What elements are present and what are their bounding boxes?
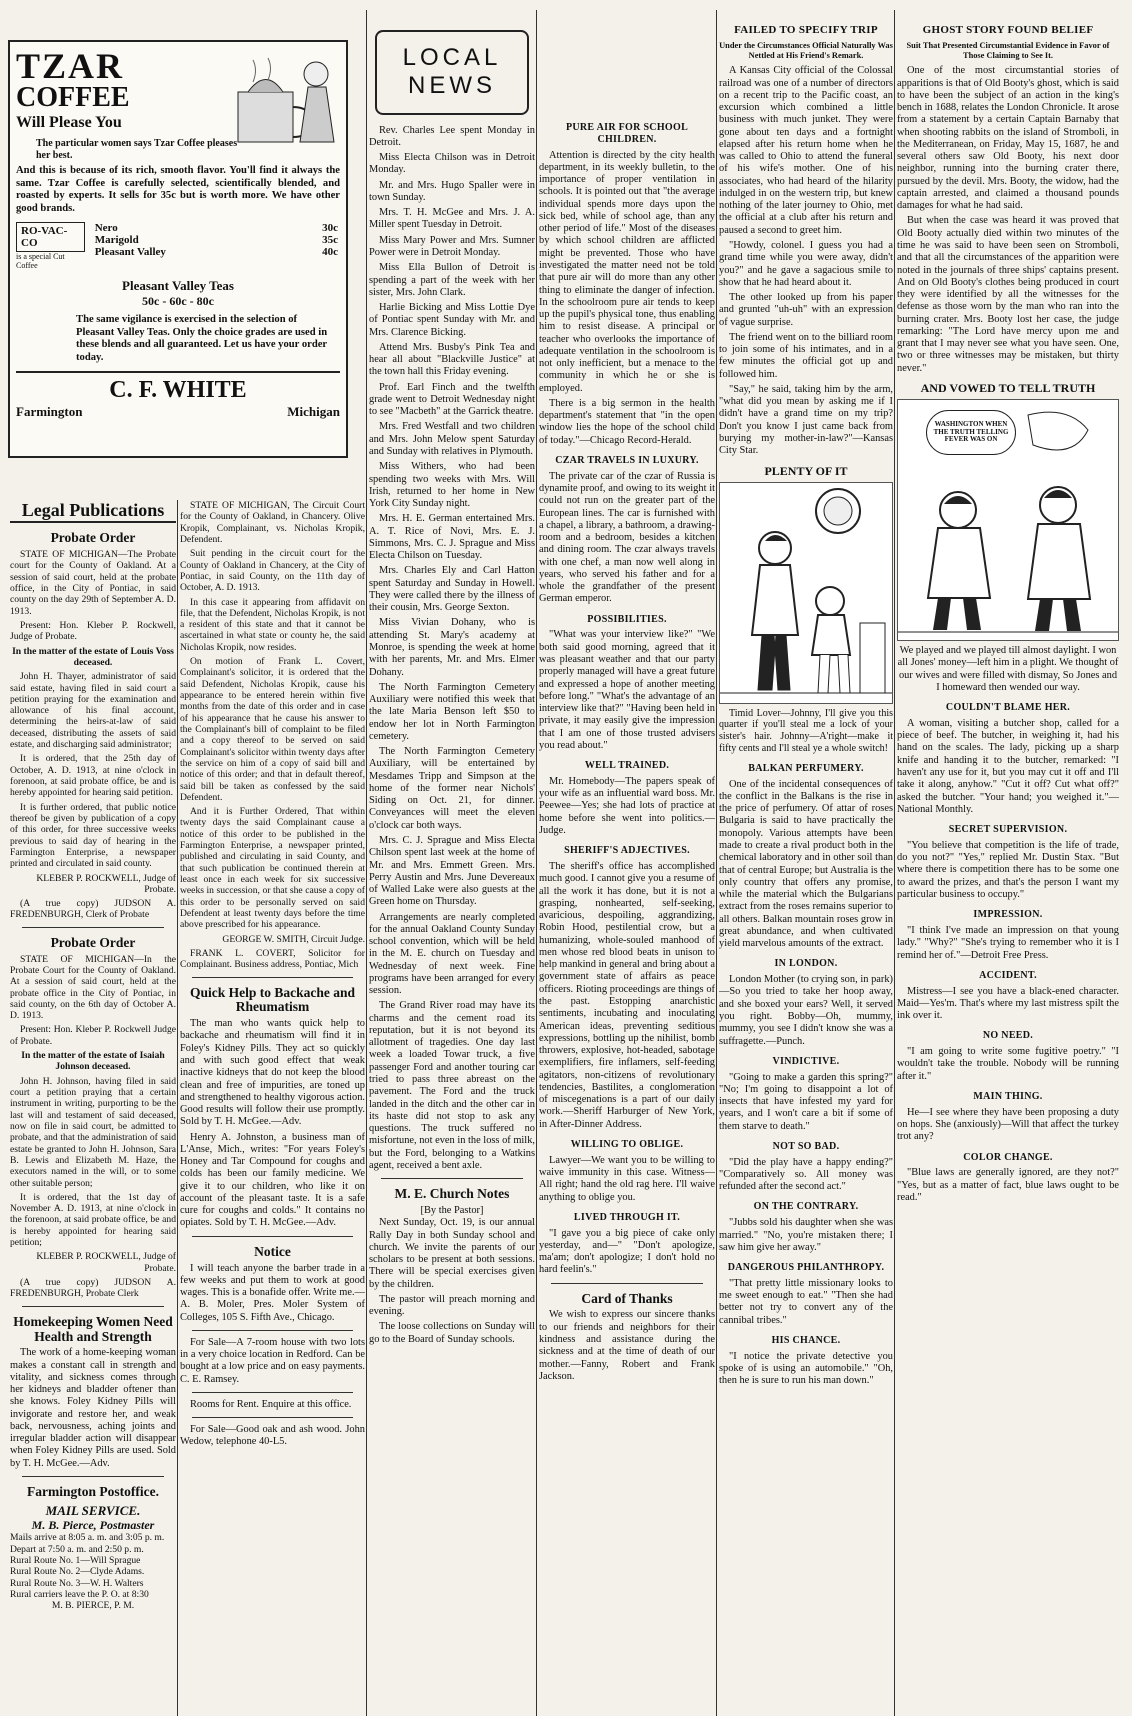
- joke-heading: POSSIBILITIES.: [587, 613, 667, 625]
- chancery-paragraph: And it is Further Ordered, That within twenty days the said Complainant cause a notice of this order to be published in the Farmington Enterprise, a newspaper printed, published and circulating in said County, and that such publication be continued therein at least once in each week for six successive weeks in succession, or that she cause a copy of this order to be personally served on said Defendent at least twenty days before the time above prescribed for his appearance.: [180, 806, 365, 931]
- chancery-paragraph: In this case it appearing from affidavit on file, that the Defendent, Nicholas Kropik, is not a resident of this state and that it cannot be ascertained in what state or county he, the said Nicholas Kropik, now resides.: [180, 596, 365, 653]
- chancery-solicitor: FRANK L. COVERT, Solicitor for Complainant. Business address, Pontiac, Mich: [180, 947, 365, 971]
- joke-heading: WILLING TO OBLIGE.: [570, 1138, 684, 1150]
- local-news-item: Arrangements are nearly completed for the annual Oakland County Sunday school convention, which will be held in the M. E. church on Tuesday and Wednesday of next week. Fine programs have been arranged for every session.: [369, 911, 535, 997]
- failed-trip-paragraph: The friend went on to the billiard room to join some of his intimates, and in a few minutes the official got up and followed him.: [719, 331, 893, 380]
- local-news-item: The Grand River road may have its charms and the cement road its reputation, but it is not beyond its allotment of tragedies. One day last week a loaded Towar truck, a five passenger Ford and another touring car tried to pass three abreast on the pavement. The Ford and the truck landed in the ditch and the other car in its haste did not stop to ask any questions. The truck suffered no misfortune, not even in the loss of milk, but the Ford, belonging to a Watkins agent, received a bent axle.: [369, 1000, 535, 1171]
- joke-body: "I notice the private detective you spoke of is using an automobile." "Oh, then he is sure to run his man down.": [719, 1350, 893, 1387]
- local-news-item: Prof. Earl Finch and the twelfth grade went to Detroit Wednesday night to see "Macbeth" at the Garrick theatre.: [369, 381, 535, 418]
- church-byline: [By the Pastor]: [420, 1204, 484, 1216]
- local-news-item: Mrs. T. H. McGee and Mrs. J. A. Miller spent Tuesday in Detroit.: [369, 207, 535, 231]
- local-news-item: Rev. Charles Lee spent Monday in Detroit.: [369, 124, 535, 148]
- joke-heading: COLOR CHANGE.: [963, 1151, 1053, 1163]
- local-news-column: [369, 22, 535, 1712]
- joke-heading: ON THE CONTRARY.: [753, 1201, 859, 1213]
- vowed-cartoon-illustration: [897, 399, 1119, 641]
- probate-order-heading: Probate Order: [50, 934, 136, 950]
- local-news-item: The North Farmington Cemetery Auxiliary were notified this week that the late Maria Benson left $50 to endow her lot in North Farmington cemetery.: [369, 681, 535, 742]
- rovaco-box: RO-VAC-CO: [16, 222, 85, 252]
- failed-trip-paragraph: A Kansas City official of the Colossal railroad was one of a number of directors on a recent trip to the Pacific coast, an excursion which combined a little business with much junket. They were gone about ten days and a fortnight elapsed after his return home when he was called to Ohio to attend the funeral of his wife's mother. One of his associates, who had heard of the hilarity indulged in on the western trip, but knew nothing of the later journey to Ohio, met the official at a club after his return and paused a second to greet him.: [719, 65, 893, 236]
- local-news-item: Mrs. C. J. Sprague and Miss Electa Chilson spent last week at the home of Mr. and Mrs. Emmett Green. Mrs. Perry Austin and Mrs. June Devereaux of Walled Lake were also guests at the Green home on Thursday.: [369, 834, 535, 908]
- probate-paragraph: STATE OF MICHIGAN—The Probate court for the County of Oakland. At a session of said court, held at the probate office, in the City of Pontiac, in said county on the day 29th of September A. D. 1913.: [10, 549, 176, 617]
- backache-paragraph: Henry A. Johnston, a business man of L'Anse, Mich., writes: "For years Foley's Honey and Tar Compound for coughs and colds has been our family medicine. We give it to our children, who like it on account of the pleasant taste. It is a safe cure for coughs and colds." It contains no opiates. Sold by T. H. McGee.—Adv.: [180, 1131, 365, 1229]
- column-rule: [177, 500, 178, 1716]
- merchant-name: C. F. WHITE: [16, 371, 340, 404]
- church-paragraph: The loose collections on Sunday will go to the Board of Sunday schools.: [369, 1321, 535, 1345]
- ghost-story-paragraph: One of the most circumstantial stories of apparitions is that of Old Booty's ghost, which is said to have been the subject of an action in the king's bench in 1688, relates the London Chronicle. It arose from a statement by a certain Captain Barnaby that when shooting rabbits on the island of Stromboli, in the Mediterranean, on Friday, May 15, 1687, he and several others saw Old Booty, his next door neighbor, running into the burning crater there, pursued by the devil. Mrs. Booty, the widow, had the captain arrested, and claimed a thousand pounds damages for what he had said.: [897, 65, 1119, 212]
- failed-trip-paragraph: "Say," he said, taking him by the arm, "what did you mean by asking me if I didn't have a grand time on my trip? Don't you know I just came back from burying my mother-in-law?"—Kansas City Star.: [719, 383, 893, 457]
- local-news-item: Miss Withers, who had been spending two weeks with Mrs. Will Irish, returned to her home in New York City Sunday night.: [369, 461, 535, 510]
- column-rule: [894, 10, 895, 1716]
- joke-body: "You believe that competition is the life of trade, do you not?" "Yes," replied Mr. Dustin Stax. "But where there is competition there has to be some one to award the prizes, and that's the person I want my particular business to occupy.": [897, 839, 1119, 900]
- legal-publications-column: [10, 500, 176, 1710]
- failed-trip-paragraph: "Howdy, colonel. I guess you had a grand time while you were away, didn't you?" and he gave a sagacious smile to show that he had heard about it.: [719, 240, 893, 288]
- coffee-price-list: [93, 222, 340, 258]
- joke-body: "Blue laws are generally ignored, are they not?" "Yes, but as a matter of fact, blue laws ought to be read.": [897, 1167, 1119, 1203]
- local-news-item: Miss Electa Chilson was in Detroit Monday.: [369, 152, 535, 176]
- ad-brand-line2: COFFEE: [16, 82, 130, 113]
- joke-body: He—I see where they have been proposing a duty on hops. She (anxiously)—Will that affect the turkey trot any?: [897, 1106, 1119, 1143]
- plenty-cartoon-illustration: [719, 482, 893, 704]
- probate-paragraph: In the matter of the estate of Louis Voss deceased.: [12, 645, 174, 668]
- mail-line: Rural Route No. 1—Will Sprague: [10, 1554, 141, 1566]
- local-news-item: Miss Mary Power and Mrs. Sumner Power were in Detroit Monday.: [369, 234, 535, 259]
- ad-body: And this is because of its rich, smooth flavor. You'll find it always the same. Tzar Coffee is carefully selected, scientifically blended, and roasted by experts. It sells for 35c but is worth more. We have other good brands.: [16, 165, 340, 215]
- mail-line: Rural Route No. 2—Clyde Adams.: [10, 1566, 145, 1578]
- local-news-item: Mrs. H. E. German entertained Mrs. A. T. Rice of Novi, Mrs. E. J. Simmons, Mrs. C. J. Sprague and Miss Electa Chilson on Tuesday.: [369, 513, 535, 562]
- joke-heading: MAIN THING.: [973, 1090, 1043, 1102]
- rovaco-note: is a special Cut Coffee: [16, 251, 65, 270]
- probate-clerk: (A true copy) JUDSON A. FREDENBURGH, Clerk of Probate: [10, 898, 176, 921]
- ghost-story-paragraph: But when the case was heard it was proved that Old Booty actually died within two minutes of the time he was said to have been seen on Stromboli, and that all the circumstances of the apparition were noted in the journals of three ships' captains present. And on Old Booty's clothes being produced in court they were identified by all the witnesses for the defense as those worn by the man who ran into the burning crater. Mrs. Booty lost her case, the judge remarking: "The Lord have mercy upon me and grant that I may never see what you have seen. One, two or three witnesses may be mistaken, but thirty never.": [897, 215, 1119, 374]
- ad-tagline: Will Please You: [16, 114, 122, 131]
- church-paragraph: Next Sunday, Oct. 19, is our annual Rally Day in both Sunday school and church. We invite the parents of our scholars to be present at both sessions. There will be special exercises given by the children.: [369, 1217, 535, 1290]
- joke-body: "That pretty little missionary looks to me sweet enough to eat." "Then she had better not try to convert any of the cannibal tribes.": [719, 1277, 893, 1326]
- joke-heading: IN LONDON.: [774, 958, 838, 970]
- homekeeping-body: The work of a home-keeping woman makes a constant call in strength and vitality, and sickness comes through her kidneys and bladder oftener than she knows. Foley Kidney Pills will invigorate and restore her, and weak back, nervousness, aching joints and irregular bladder action will disappear when Foley Kidney Pills are used. Sold by T. H. McGee.—Adv.: [10, 1347, 176, 1469]
- probate-order-heading: Probate Order: [50, 530, 136, 546]
- local-news-item: Harlie Bicking and Miss Lottie Dye of Pontiac spent Sunday with Mr. and Mrs. Clarence Bicking.: [369, 302, 535, 338]
- teas-body: The same vigilance is exercised in the selection of Pleasant Valley Teas. Only the choice grades are used in these blends and all guaranteed. Let us have your order today.: [76, 313, 328, 363]
- probate-paragraph: It is ordered, that the 25th day of October, A. D. 1913, at nine o'clock in forenoon, at said probate office, be and is hereby appointed for hearing said petition.: [10, 753, 176, 799]
- coffee-advertisement: [8, 40, 348, 458]
- church-notes-heading: M. E. Church Notes: [394, 1186, 510, 1202]
- joke-heading: LIVED THROUGH IT.: [573, 1211, 681, 1223]
- joke-heading: ACCIDENT.: [979, 969, 1037, 981]
- failed-trip-subhead: Under the Circumstances Official Naturally Was Nettled at His Friend's Remark.: [719, 40, 893, 60]
- probate-paragraph: It is further ordered, that public notice thereof be given by publication of a copy of this order, for three successive weeks previous to said day of hearing in the Farmington Enterprise, a newspaper printed and circulated in said county.: [10, 801, 176, 870]
- legal-title: Legal Publications: [10, 500, 176, 523]
- balkan-heading: BALKAN PERFUMERY.: [748, 762, 864, 774]
- pure-air-heading: PURE AIR FOR SCHOOL CHILDREN.: [565, 122, 689, 145]
- probate-paragraph: In the matter of the estate of Isaiah Johnson deceased.: [21, 1050, 165, 1073]
- probate-paragraph: John H. Johnson, having filed in said court a petition praying that a certain instrument in writing, purporting to be the last will and testament of said deceased, now on file in said court, be admitted to probate, and that the administration of said estate be granted to John H. Johnson, Sara B. Lewis and Elizabeth M. Haze, the executors named in the will, or to some other suitable person;: [10, 1075, 176, 1189]
- mail-line: Depart at 7:50 a. m. and 2:50 p. m.: [10, 1543, 144, 1555]
- teas-title: Pleasant Valley Teas: [122, 277, 234, 293]
- local-news-banner: LOCAL NEWS: [375, 30, 529, 115]
- vowed-cartoon-title: AND VOWED TO TELL TRUTH: [920, 380, 1096, 395]
- local-news-item: The North Farmington Cemetery Auxiliary, will be entertained by Mesdames Tripp and Simpson at the home of the former near Nichols' Siding on Oct. 21, for dinner. Conveyances will meet the eleven o'clock car both ways.: [369, 746, 535, 831]
- chancery-paragraph: STATE OF MICHIGAN, The Circuit Court for the County of Oakland, in Chancery. Olive Kropik, Complainant, vs. Nicholas Kropik, Defendent.: [180, 500, 365, 545]
- probate-signature: KLEBER P. ROCKWELL, Judge of Probate.: [36, 872, 176, 895]
- joke-heading: HIS CHANCE.: [771, 1334, 841, 1346]
- postoffice-heading: Farmington Postoffice.: [27, 1484, 159, 1500]
- probate-paragraph: Present: Hon. Kleber P. Rockwell Judge of Probate.: [10, 1024, 176, 1047]
- mail-line: Rural Route No. 3—W. H. Walters: [10, 1577, 144, 1589]
- plenty-cartoon-caption: Timid Lover—Johnny, I'll give you this quarter if you'll steal me a lock of your sister's hair. Johnny—A'right—make it fifty cents and I'll steal ye a whole switch!: [719, 707, 893, 755]
- chancery-paragraph: On motion of Frank L. Covert, Complainant's solicitor, it is ordered that the said Defendent, Nicholas Kropik, cause his appearance to be entered herein within five months from the date of this order and in case of his appearance that he cause his answer to the Complainant's bill of complaint to be filed and a copy thereof to be served on said Complainant's solicitor within twenty days after the service on him of a copy of said bill and notice of this order; and that in default thereof, said bill be taken as confessed by the said Defendent.: [180, 656, 365, 803]
- joke-heading: WELL TRAINED.: [584, 760, 670, 772]
- failed-trip-paragraph: The other looked up from his paper and grunted "uh-uh" with an expression of vague surprise.: [719, 292, 893, 328]
- card-of-thanks-body: We wish to express our sincere thanks to our friends and neighbors for their kindness and assistance during the sickness and at the time of death of our mother.—Fanny, Robert and Frank Jackson.: [539, 1309, 715, 1382]
- pure-air-paragraph: There is a big sermon in the health department's statement that "in the open window lies the hope of the school child of today."—Chicago Record-Herald.: [539, 397, 715, 446]
- ghost-story-subhead: Suit That Presented Circumstantial Evidence in Favor of Those Claiming to See It.: [906, 40, 1110, 60]
- column-rule: [716, 10, 717, 1716]
- joke-body: Lawyer—We want you to be willing to waive immunity in this case. Witness—All right; hand the old rag here. I'll waive anything to oblige you.: [539, 1154, 715, 1203]
- church-paragraph: The pastor will preach morning and evening.: [369, 1293, 535, 1318]
- backache-heading: Quick Help to Backache and Rheumatism: [189, 984, 356, 1015]
- postmaster-name: M. B. Pierce, Postmaster: [31, 1518, 155, 1533]
- joke-heading: NO NEED.: [982, 1030, 1034, 1042]
- probate-signature: KLEBER P. ROCKWELL, Judge of Probate.: [36, 1251, 176, 1274]
- joke-heading: COULDN'T BLAME HER.: [945, 702, 1071, 714]
- vowed-cartoon-sign: WASHINGTON WHEN THE TRUTH TELLING FEVER WAS ON: [926, 410, 1016, 455]
- joke-body: London Mother (to crying son, in park)—So you tried to take her hoop away, and she boxed your ears? Well, it served you right. Bobby—Oh, mummy, mummy, you see I didn't know she was a suffragette.—Punch.: [719, 974, 893, 1047]
- czar-body: The private car of the czar of Russia is dynamite proof, and owing to its weight it could not run on the greater part of the European lines. The car is furnished with a chapel, a library, a bathroom, a drawing-room and a bedroom, besides a kitchen and dining room. The czar always travels with one chef, a man now well along in years, who served his father and for a whole the grandfather of the present German emperor.: [539, 470, 715, 605]
- classified-ad: For Sale—A 7-room house with two lots in a very choice location in Redford. Can be bought at a low price and on easy payments. C. E. Ramsey.: [180, 1336, 365, 1385]
- probate-paragraph: John H. Thayer, administrator of said said estate, having filed in said court a petition praying for the examination and allowance of his final account, determining the heirs-at-law of said deceased, distributing the assets of said estate, and discharging said administrator;: [10, 671, 176, 751]
- column-rule: [536, 10, 537, 1716]
- probate-clerk: (A true copy) JUDSON A. FREDENBURGH, Probate Clerk: [10, 1277, 176, 1300]
- chancery-judge: GEORGE W. SMITH, Circuit Judge.: [222, 933, 365, 945]
- homekeeping-heading: Homekeeping Women Need Health and Strength: [13, 1313, 173, 1344]
- chancery-paragraph: Suit pending in the circuit court for the County of Oakland in Chancery, at the City of Pontiac, in said County, on the 11th day of October, A. D. 1913.: [180, 548, 365, 594]
- ad-lead: The particular women says Tzar Coffee pleases her best.: [36, 138, 238, 161]
- joke-body: Mr. Homebody—The papers speak of your wife as an influential ward boss. Mr. Peewee—Yes; she had lots of practice at home before she went into politics.—Judge.: [539, 775, 715, 836]
- balkan-body: One of the incidental consequences of the conflict in the Balkans is the rise in the price of perfumery. Of attar of roses Bulgaria is said to have practically the monopoly. Various attempts have been made to create a rival product both in the chemical laboratory and in other soil than that of central Europe; but Australia is the only country that offers any promise, while the material which the Bulgarians extract from the roses remains superior to all others. Balkan mountain roses grow in great abundance, and when cultivated yield marvelous amounts of the extract.: [719, 778, 893, 950]
- joke-body: "I think I've made an impression on that young lady." "Why?" "She's trying to remember who it is I remind her of."—Detroit Free Press.: [897, 924, 1119, 961]
- classified-ad: For Sale—Good oak and ash wood. John Wedow, telephone 40-L5.: [180, 1424, 365, 1448]
- joke-body: The sheriff's office has accomplished much good. I cannot give you a resume of all the work it has done, but it is not a grasping, nonhearted, self-seeking, avaricious, despoiling, aggrandizing, Robin Hood, pestilential crow, but a humanizing, whole-souled manhood of men whose red blood beats in unison to help mankind in general and bring about a government state of affairs as peace officers. Rioting proceedings are things of the past. Estopping anarchistic sentiments, incubating and inoculating American ideas, preventing seditious expressions, bottling up the nihilist, bomb throwers, explosive, hot-headed, sabotage exemplifiers, fire inflamers, self-feeding agitators, non-citizens of revolutionary tendencies, Bastilites, a conglomeration of miscegenations is a part of our daily work.—Sheriff Harburger of New York, in After-Dinner Address.: [539, 861, 715, 1130]
- joke-body: "What was your interview like?" "We both said good morning, agreed that it was pleasant weather and that our party properly managed will have a great future and expressed a hope of another meeting before long." "What's the advantage of an interview like that?" "Having been held in private, it may easily give the impression that I am one of those trusted advisers you read about.": [539, 629, 715, 751]
- price-row: Nero 30c: [94, 221, 338, 234]
- czar-heading: CZAR TRAVELS IN LUXURY.: [555, 454, 699, 466]
- probate-paragraph: Present: Hon. Kleber P. Rockwell, Judge of Probate.: [10, 619, 176, 643]
- joke-body: "Going to make a garden this spring?" "No; I'm going to disappoint a lot of insects that have infested my yard for years, and I won't care a bit if some of them starve to death.": [719, 1071, 893, 1132]
- probate-paragraph: It is ordered, that the 1st day of November A. D. 1913, at nine o'clock in the forenoon, at said probate office, be and is hereby appointed for hearing said petition;: [10, 1191, 176, 1249]
- joke-body: "Jubbs sold his daughter when she was married." "No, you're mistaken there; I saw him give her away.": [719, 1217, 893, 1253]
- joke-body: A woman, visiting a butcher shop, called for a piece of beef. The butcher, in weighing it, had his hand on the scales. The lady, picking up a sharp knife and handing it to the butcher, remarked: "I haven't any use for it, but you may cut it off and I'll take it along, anyhow." "Cut it off? Cut what off?" asked the butcher. "Your hand; you weighed it."—National Monthly.: [897, 717, 1119, 815]
- pure-air-paragraph: Attention is directed by the city health department, in its weekly bulletin, to the importance of proper ventilation in schools. It is pointed out that "the average individual spends more days upon the sick bed, while of school age, than any other period of life." Most of the diseases by which school children are afflicted might be prevented. Those who have investigated the matter need not be told that pure air will do more than any other thing to eliminate the danger of infection. In the schoolroom pure air tends to keep up the pupil's physical tone, thus enabling him to resist disease. A principal or teacher who overlooks the importance of adequate ventilation in the schoolroom is not only inefficient, but a menace to the community in which he or she is employed.: [539, 149, 715, 394]
- notice-heading: Notice: [254, 1243, 291, 1259]
- price-row: Marigold 35c: [94, 233, 338, 246]
- joke-heading: NOT SO BAD.: [772, 1140, 840, 1152]
- joke-heading: SHERIFF'S ADJECTIVES.: [564, 845, 690, 857]
- price-row: Pleasant Valley 40c: [94, 245, 338, 258]
- local-news-item: Miss Vivian Dohany, who is attending St. Mary's academy at Monroe, is spending the week at home with her parents, Mr. and Mrs. Elmer Dohany.: [369, 617, 535, 678]
- plenty-cartoon-title: PLENTY OF IT: [764, 463, 848, 478]
- mail-line: M. B. PIERCE, P. M.: [51, 1600, 135, 1612]
- joke-body: "I gave you a big piece of cake only yesterday, and—" "Don't apologize, ma'am; don't apologize; I don't hold no hard feelin's.": [539, 1227, 715, 1276]
- joke-heading: DANGEROUS PHILANTHROPY.: [727, 1262, 885, 1274]
- failed-trip-heading: FAILED TO SPECIFY TRIP: [734, 24, 878, 36]
- mail-line: Rural carriers leave the P. O. at 8:30: [10, 1588, 149, 1600]
- joke-body: Mistress—I see you have a black-ened character. Maid—Yes'm. That's where my last mistress spilt the ink over it.: [897, 985, 1119, 1022]
- joke-heading: IMPRESSION.: [973, 909, 1043, 921]
- teas-prices: 50c - 60c - 80c: [142, 293, 214, 308]
- column-rule: [366, 10, 367, 1716]
- local-news-item: Mrs. Fred Westfall and two children and Mrs. John Melow spent Saturday and Sunday with relatives in Plymouth.: [369, 421, 535, 457]
- local-news-item: Mr. and Mrs. Hugo Spaller were in town Sunday.: [369, 179, 535, 203]
- ad-brand-line1: TZAR: [16, 46, 125, 86]
- joke-heading: VINDICTIVE.: [772, 1055, 840, 1067]
- backache-paragraph: The man who wants quick help to backache and rheumatism will find it in Foley's Kidney Pills. They act so quickly and with such good effect that weak inactive kidneys that do not keep the blood clean and free of impurities, are toned up and strengthened to healthy vigorous action. Good results will follow their use promptly. Sold by T. H. McGee.—Adv.: [180, 1018, 365, 1128]
- local-news-item: Mrs. Charles Ely and Carl Hatton spent Saturday and Sunday in Howell. They were called there by the illness of their cousin, Mrs. George Sexton.: [369, 565, 535, 614]
- coffee-pot-illustration: [228, 52, 338, 147]
- card-of-thanks-heading: Card of Thanks: [581, 1290, 673, 1306]
- probate-paragraph: STATE OF MICHIGAN—In the Probate Court for the County of Oakland. At a session of said court, held at the probate office in the City of Pontiac, in said county, on the 6th day of October A. D. 1913.: [10, 953, 176, 1022]
- merchant-location: Farmington Michigan: [16, 403, 340, 419]
- mail-line: Mails arrive at 8:05 a. m. and 3:05 p. m.: [10, 1532, 165, 1544]
- local-news-item: Attend Mrs. Busby's Pink Tea and hear all about "Blackville Justice" at the town hall this Friday evening.: [369, 341, 535, 378]
- ghost-story-heading: GHOST STORY FOUND BELIEF: [922, 24, 1094, 36]
- joke-body: "I am going to write some fugitive poetry." "I wouldn't take the trouble. Nobody will be running after it.": [897, 1046, 1119, 1082]
- features-column: [539, 22, 715, 1712]
- joke-heading: SECRET SUPERVISION.: [948, 824, 1068, 836]
- failed-trip-column: [719, 22, 893, 1712]
- joke-body: "Did the play have a happy ending?" "Comparatively so. All money was refunded after the second act.": [719, 1156, 893, 1193]
- mail-service-label: MAIL SERVICE.: [45, 1502, 141, 1518]
- notice-body: I will teach anyone the barber trade in a few weeks and put them to work at good wages. This is a bonafide offer. Write me.—A. B. Moler, Pres. Moler System of Colleges, 105 S. Fifth Ave., Chicago.: [180, 1262, 365, 1323]
- vowed-verse: We played and we played till almost daylight. I won all Jones' money—left him in a plight. We thought of our wives and were filled with dismay, So Jones and I homeward then wended our way.: [897, 645, 1119, 693]
- classified-ad: Rooms for Rent. Enquire at this office.: [190, 1398, 352, 1410]
- local-news-item: Miss Ella Bullon of Detroit is spending a part of the week with her sister, Mrs. John Clark.: [369, 262, 535, 298]
- ghost-story-column: [897, 22, 1119, 1712]
- chancery-column: [180, 500, 365, 1710]
